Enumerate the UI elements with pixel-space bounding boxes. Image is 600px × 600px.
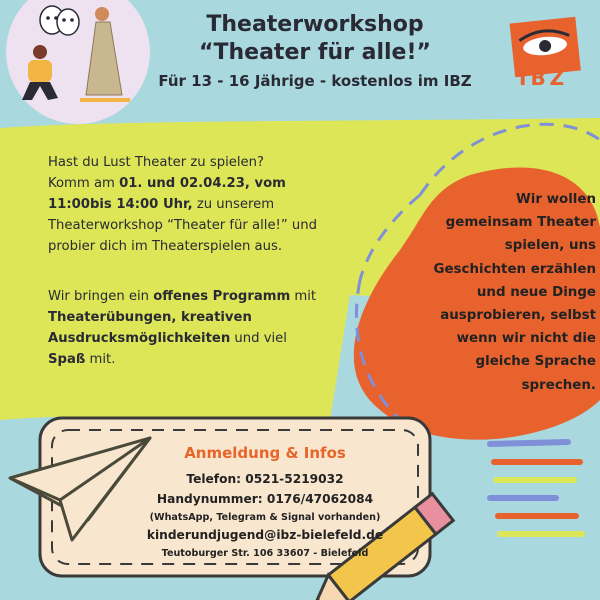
intro-paragraph xyxy=(48,152,348,257)
intro-line: probier dich im Theaterspielen aus. xyxy=(48,239,283,254)
callout-line: gleiche Sprache xyxy=(475,354,596,370)
callout-line: Wir wollen xyxy=(516,192,596,207)
workshop-name: “Theater für alle!” xyxy=(199,40,431,65)
callout-line: Geschichten erzählen xyxy=(433,261,596,277)
callout-line: und neue Dinge xyxy=(476,284,596,300)
program-paragraph xyxy=(48,286,348,370)
intro-line: 11:00bis 14:00 Uhr, zu unserem xyxy=(48,197,275,212)
callout-line: spielen, uns xyxy=(504,238,596,254)
program-line: Theaterübungen, kreativen xyxy=(48,310,252,325)
contact-heading: Anmeldung & Infos xyxy=(184,444,346,462)
program-line: Wir bringen ein offenes Programm mit xyxy=(48,289,317,304)
callout-line: wenn wir nicht die xyxy=(456,331,596,347)
mobile-number: Handynummer: 0176/47062084 xyxy=(156,492,374,506)
theater-masks-icon xyxy=(40,6,79,35)
phone-number: Telefon: 0521-5219032 xyxy=(186,472,344,486)
logo-text: IBZ xyxy=(519,66,569,90)
decorative-strokes xyxy=(490,442,582,534)
postal-address: Teutoburger Str. 106 33607 - Bielefeld xyxy=(161,548,369,559)
callout-text xyxy=(418,188,596,397)
page-subtitle: Für 13 - 16 Jährige - kostenlos im IBZ xyxy=(158,72,472,90)
intro-line: Komm am 01. und 02.04.23, vom xyxy=(48,176,286,191)
callout-line: ausprobieren, selbst xyxy=(440,308,596,324)
intro-line: Hast du Lust Theater zu spielen? xyxy=(48,155,264,170)
intro-line: Theaterworkshop “Theater für alle!” und xyxy=(48,218,317,233)
program-line: Ausdrucksmöglichkeiten und viel xyxy=(48,331,287,346)
email-link[interactable]: kinderundjugend@ibz-bielefeld.de xyxy=(146,528,384,542)
program-line: Spaß mit. xyxy=(48,352,116,367)
messenger-note: (WhatsApp, Telegram & Signal vorhanden) xyxy=(149,512,381,523)
page-title: Theaterworkshop xyxy=(206,12,424,37)
callout-line: sprechen. xyxy=(521,377,596,393)
callout-line: gemeinsam Theater xyxy=(445,215,596,231)
